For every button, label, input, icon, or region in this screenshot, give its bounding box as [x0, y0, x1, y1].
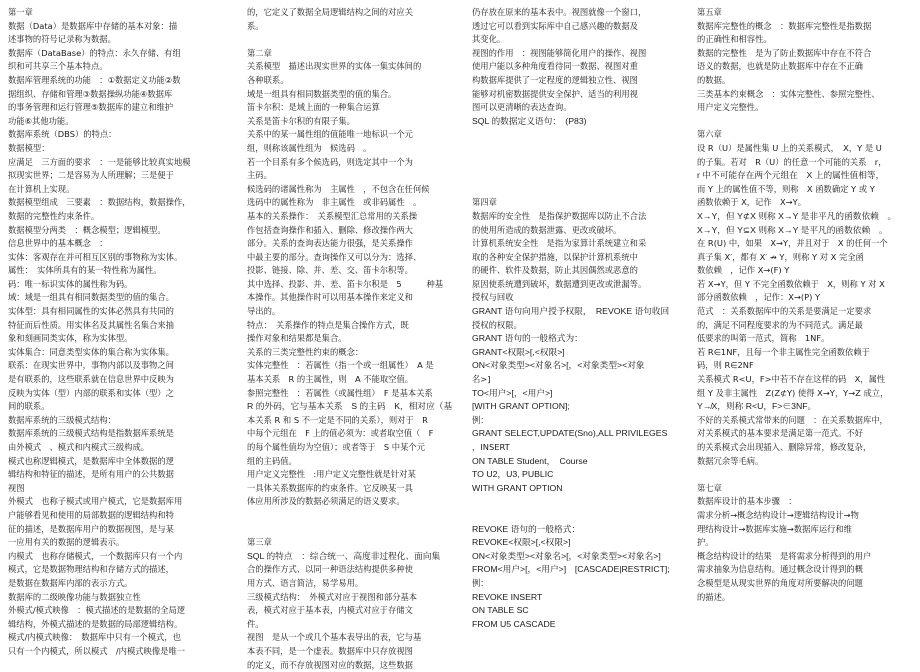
- text-line: 取的各种安全保护措施，以保护计算机系统中: [472, 251, 694, 265]
- text-line: 数据库系统的三级模式结构是指数据库系统是: [8, 427, 230, 441]
- text-line: 的每个属性值均为空值）；或者等于 S 中某个元: [247, 441, 469, 455]
- text-line: 例：: [472, 577, 694, 591]
- text-line: 数据模型：: [8, 142, 230, 156]
- text-line: 的，满足不同程度要求的为不同范式。满足最: [697, 319, 919, 333]
- text-line: SQL 的数据定义语句： (P83): [472, 115, 694, 129]
- text-line: 各种联系。: [247, 74, 469, 88]
- text-line: ON<对象类型><对象名>[，<对象类型><对象: [472, 359, 694, 373]
- text-line: 笛卡尔积：是域上面的一种集合运算: [247, 101, 469, 115]
- text-line: X→Y，但 Y⊄X 则称 X→Y 是非平凡的函数依赖 。: [697, 210, 919, 224]
- text-line: 真子集 X′，都有 X′ ↛ Y，则称 Y 对 X 完全函: [697, 251, 919, 265]
- text-line: 计算机系统安全性 是指为家算计系统建立和采: [472, 237, 694, 251]
- text-line: GRANT 语句的一般格式为：: [472, 332, 694, 346]
- text-line: 关系模式 R<U，F>中若不存在这样的码 X，属性: [697, 373, 919, 387]
- text-line: 组，则称该属性组为 候选码 。: [247, 142, 469, 156]
- text-line: 中最主要的部分。查询操作又可以分为：选择、: [247, 251, 469, 265]
- text-line: 选码中的属性称为 非主属性 或非码属性 。: [247, 196, 469, 210]
- text-line: 表，模式对应于基本表，内模式对应于存储文: [247, 604, 469, 618]
- text-line: 图可以更清晰的表达查询。: [472, 101, 694, 115]
- text-line: 念模型是从现实世界的角度对所要解决的问题: [697, 577, 919, 591]
- text-line: WITH GRANT OPTION: [472, 482, 694, 496]
- text-line: 对关系模式的基本要求是满足第一范式。不好: [697, 427, 919, 441]
- text-line: 辑结构和特征的描述，是所有用户的公共数据: [8, 468, 230, 482]
- text-column-3: [472, 6, 694, 651]
- text-line: 用户定义完整性。: [697, 101, 919, 115]
- text-line: 若一个目系有多个候选码，则选定其中一个为: [247, 156, 469, 170]
- text-line: 数据的完整性 是为了防止数据库中存在不符合: [697, 47, 919, 61]
- text-line: 授权与回收: [472, 291, 694, 305]
- text-line: 的硬件、软件及数据，防止其因偶然或恶意的: [472, 264, 694, 278]
- text-line: 系。: [247, 20, 469, 34]
- text-line: 间的联系。: [8, 400, 230, 414]
- text-line: 关系的三类完整性约束的概念：: [247, 346, 469, 360]
- text-line: 的事务管理和运行管理⑤数据库的建立和维护: [8, 101, 230, 115]
- text-line: 实体：客观存在并可相互区别的事物称为实体。: [8, 251, 230, 265]
- text-line: 的关系模式会出现插入、删除异常，修改复杂，: [697, 441, 919, 455]
- text-line: 织和可共享三个基本特点。: [8, 60, 230, 74]
- text-line: 码，则 R∈2NF: [697, 359, 919, 373]
- text-line: [472, 495, 694, 509]
- text-line: ON TABLE SC: [472, 604, 694, 618]
- text-line: GRANT<权限>[,<权限>]: [472, 346, 694, 360]
- text-line: 第二章: [247, 47, 469, 61]
- text-line: 第六章: [697, 128, 919, 142]
- text-line: 实体集合：同意类型实体的集合称为实体集。: [8, 346, 230, 360]
- text-line: 数据库系统的三级模式结构：: [8, 414, 230, 428]
- text-line: 部分。关系的查询表达能力很强，是关系操作: [247, 237, 469, 251]
- text-line: r 中不可能存在两个元组在 X 上的属性值相等，: [697, 169, 919, 183]
- text-line: 导出的。: [247, 305, 469, 319]
- text-line: ON<对象类型><对象名>[，<对象类型><对象名>]: [472, 550, 694, 564]
- text-line: 需求分析→概念结构设计→逻辑结构设计→物: [697, 509, 919, 523]
- text-line: 的描述。: [697, 591, 919, 605]
- text-line: 据组织、存储和管理③数据操纵功能④数据库: [8, 88, 230, 102]
- text-line: 信息世界中的基本概念 ：: [8, 237, 230, 251]
- text-line: 的定义，而不存放视图对应的数据，这些数据: [247, 659, 469, 672]
- text-line: 辑结构，外模式描述的是数据的局部逻辑结构。: [8, 618, 230, 632]
- text-line: 域是一组具有相同数据类型的值的集合。: [247, 88, 469, 102]
- text-line: 第一章: [8, 6, 230, 20]
- text-line: 组的主码值。: [247, 455, 469, 469]
- text-line: 拟现实世界；二是容易为人所理解；三是便于: [8, 169, 230, 183]
- text-line: 象和刻画同类实体，称为实体型。: [8, 332, 230, 346]
- text-line: 数据模型组成 三要素 ：数据结构，数据操作，: [8, 196, 230, 210]
- text-line: TO<用户>[，<用户>]: [472, 387, 694, 401]
- text-line: 构数据库提供了一定程度的逻辑独立性、视图: [472, 74, 694, 88]
- text-line: 三类基本约束概念 ：实体完整性、参照完整性、: [697, 88, 919, 102]
- text-line: FROM<用户>[，<用户>] [CASCADE|RESTRICT];: [472, 563, 694, 577]
- text-line: 数据库的安全性 是指保护数据库以防止不合法: [472, 210, 694, 224]
- text-line: 关系模型 描述出现实世界的实体一集实体间的: [247, 60, 469, 74]
- text-line: 由外模式 、模式和内模式三级构成。: [8, 441, 230, 455]
- text-line: 使用户能以多种角度看待同一数据、视图对重: [472, 60, 694, 74]
- text-line: 是数据在数据库内部的表示方式。: [8, 577, 230, 591]
- text-line: 体应用所涉及的数据必须满足的语义要求。: [247, 495, 469, 509]
- text-line: 功能⑥其他功能。: [8, 115, 230, 129]
- text-line: GRANT 语句向用户授予权限， REVOKE 语句收回: [472, 305, 694, 319]
- text-line: 数据库的二级映像功能与数据独立性: [8, 591, 230, 605]
- text-line: 数据库完整性的概念 ：数据库完整性是指数据: [697, 20, 919, 34]
- text-line: 理结构设计→数据库实施→数据库运行和维: [697, 523, 919, 537]
- text-line: 应满足 三方面的要求 ：一是能够比较真实地模: [8, 156, 230, 170]
- text-line: 例：: [472, 414, 694, 428]
- text-line: 函数依赖于 X，记作 X→Y。: [697, 196, 919, 210]
- text-line: [WITH GRANT OPTION];: [472, 400, 694, 414]
- text-line: 设 R（U）是属性集 U 上的关系模式， X，Y 是 U: [697, 142, 919, 156]
- text-line: R 的外码，它与基本关系 S 的主码 K，相对应（基: [247, 400, 469, 414]
- text-line: [697, 115, 919, 129]
- text-line: 三级模式结构： 外模式对应于视图和部分基本: [247, 591, 469, 605]
- text-line: 一应用有关的数据的逻辑表示。: [8, 536, 230, 550]
- text-line: 在 R(U) 中，如果 X→Y，并且对于 X 的任何一个: [697, 237, 919, 251]
- text-line: 本表不同，是一个虚表。数据库中只存放视图: [247, 645, 469, 659]
- text-line: 其变化。: [472, 33, 694, 47]
- text-line: 属性： 实体所具有的某一特性称为属性。: [8, 264, 230, 278]
- text-line: 第三章: [247, 536, 469, 550]
- text-line: 数据冗余等毛病。: [697, 455, 919, 469]
- text-line: 的使用所造成的数据泄露、更改或破坏。: [472, 224, 694, 238]
- text-line: 操作对象和结果都是集合。: [247, 332, 469, 346]
- text-line: X→Y，但 Y⊆X 则称 X→Y 是平凡的函数依赖 。: [697, 224, 919, 238]
- text-line: 透过它可以看到实际库中自己感兴趣的数据及: [472, 20, 694, 34]
- text-line: 视图的作用 ：视图能够简化用户的操作、视图: [472, 47, 694, 61]
- text-line: [472, 142, 694, 156]
- text-line: 数据库系统（DBS）的特点：: [8, 128, 230, 142]
- text-line: 护。: [697, 536, 919, 550]
- text-line: 在计算机上实现。: [8, 183, 230, 197]
- text-line: 需求抽象为信息结构。通过概念设计得到的概: [697, 563, 919, 577]
- text-line: 数据的完整性约束条件。: [8, 210, 230, 224]
- text-line: 域：域是一组具有相同数据类型的值的集合。: [8, 291, 230, 305]
- text-line: 原因使系统遭到破坏，数据遭到更改或泄漏等。: [472, 278, 694, 292]
- text-line: 数据模型分两类 ：概念模型；逻辑模型。: [8, 224, 230, 238]
- text-line: 数据库（DataBase）的特点：永久存储、有组: [8, 47, 230, 61]
- text-line: 合的操作方式、以同一种语法结构提供多种使: [247, 563, 469, 577]
- text-line: 组 Y 及非主属性 Z(Z⊄Y) 使得 X→Y，Y→Z 成立，: [697, 387, 919, 401]
- text-line: 述事物的符号记录称为数据。: [8, 33, 230, 47]
- text-line: REVOKE<权限>[,<权限>]: [472, 536, 694, 550]
- text-column-2: [247, 6, 469, 651]
- text-line: 中每个元组在 F 上的值必须为：或者取空值（ F: [247, 427, 469, 441]
- text-line: 反映为实体（型）内部的联系和实体（型）之: [8, 387, 230, 401]
- text-line: 的数据。: [697, 74, 919, 88]
- text-column-4: [697, 6, 919, 651]
- text-line: 能够对机密数据提供安全保护、适当的利用视: [472, 88, 694, 102]
- text-line: 模式，它是数据物理结构和存储方式的描述，: [8, 563, 230, 577]
- text-line: GRANT SELECT,UPDATE(Sno),ALL PRIVILEGES: [472, 427, 694, 441]
- text-line: 是有联系的，这些联系就在信息世界中反映为: [8, 373, 230, 387]
- text-column-1: [8, 6, 230, 651]
- text-line: [472, 169, 694, 183]
- text-line: 概念结构设计的结果 是将需求分析得到的用户: [697, 550, 919, 564]
- text-line: 的子集。若对 R（U）的任意一个可能的关系 r，: [697, 156, 919, 170]
- text-line: 基本关系 R 的主属性，则 A 不能取空值。: [247, 373, 469, 387]
- text-line: 授权的权限。: [472, 319, 694, 333]
- text-line: 候选码的诸属性称为 主属性 ，不包含在任何候: [247, 183, 469, 197]
- text-line: 范式 ：关系数据库中的关系是要满足一定要求: [697, 305, 919, 319]
- text-line: 只有一个内模式，所以模式 /内模式映像是唯一: [8, 645, 230, 659]
- text-line: 参照完整性 ：若属性（或属性组） F 是基本关系: [247, 387, 469, 401]
- text-line: 关系中的某一属性组的值能唯一地标识一个元: [247, 128, 469, 142]
- text-line: 的正确性和相容性。: [697, 33, 919, 47]
- text-line: 若 R∈1NF，且每一个非主属性完全函数依赖于: [697, 346, 919, 360]
- text-line: 其中选择、投影、并、差、笛卡尔积是 5 种基: [247, 278, 469, 292]
- text-line: 的，它定义了数据全局逻辑结构之间的对应关: [247, 6, 469, 20]
- text-line: 数依赖 ，记作 X→(F) Y: [697, 264, 919, 278]
- text-line: 基本的关系操作： 关系模型汇总常用的关系操: [247, 210, 469, 224]
- text-line: 数据库管理系统的功能 ：①数据定义功能②数: [8, 74, 230, 88]
- text-line: [247, 33, 469, 47]
- text-line: 不好的关系模式常带来的问题 ：在关系数据库中，: [697, 414, 919, 428]
- text-line: 若 X→Y，但 Y 不完全函数依赖于 X，则称 Y 对 X: [697, 278, 919, 292]
- text-line: 本关系 R 和 S 不一定是不同的关系），则对于 R: [247, 414, 469, 428]
- text-line: ON TABLE Student， Course: [472, 455, 694, 469]
- text-line: [247, 509, 469, 523]
- text-line: 部分函数依赖 ，记作：X→(P) Y: [697, 291, 919, 305]
- text-line: SQL 的特点 ：综合统一、高度非过程化、面向集: [247, 550, 469, 564]
- text-line: 第四章: [472, 196, 694, 210]
- text-line: 特征而后性质。用实体名及其属性名集合来抽: [8, 319, 230, 333]
- text-line: 数据库设计的基本步骤 ：: [697, 495, 919, 509]
- text-line: ，INSERT: [472, 441, 694, 455]
- text-line: 外模式/模式映像 ：模式描述的是数据的全局逻: [8, 604, 230, 618]
- text-line: 第五章: [697, 6, 919, 20]
- text-line: 仍存放在原来的基本表中。视图就像一个窗口，: [472, 6, 694, 20]
- text-line: 数据（Data）是数据库中存储的基本对象：描: [8, 20, 230, 34]
- text-line: [472, 128, 694, 142]
- text-line: [472, 183, 694, 197]
- text-line: [697, 468, 919, 482]
- text-line: 模式也称逻辑模式，是数据库中全体数据的逻: [8, 455, 230, 469]
- text-line: 外模式 也称子模式或用户模式，它是数据库用: [8, 495, 230, 509]
- text-line: 本操作。其他操作时可以用基本操作来定义和: [247, 291, 469, 305]
- text-line: [472, 509, 694, 523]
- text-line: 投影、链接、除、并、差、交、笛卡尔积等。: [247, 264, 469, 278]
- text-line: 实体型：具有相同属性的实体必然具有共同的: [8, 305, 230, 319]
- text-line: 第七章: [697, 482, 919, 496]
- text-line: 内模式 也称存储模式，一个数据库只有一个内: [8, 550, 230, 564]
- text-line: 用户定义完整性 :用户定义完整性就是针对某: [247, 468, 469, 482]
- text-line: 关系是笛卡尔积的有限子集。: [247, 115, 469, 129]
- text-line: Y↛X，则称 R<U，F>∈3NF。: [697, 400, 919, 414]
- text-line: [472, 156, 694, 170]
- text-line: 件。: [247, 618, 469, 632]
- text-line: 模式/内模式映像： 数据库中只有一个模式，也: [8, 631, 230, 645]
- text-line: 征的描述，是数据库用户的数据视图，是与某: [8, 523, 230, 537]
- text-line: TO U2，U3, PUBLIC: [472, 468, 694, 482]
- text-line: 用方式、语言简洁，易学易用。: [247, 577, 469, 591]
- text-line: 视图 是从一个或几个基本表导出的表，它与基: [247, 631, 469, 645]
- text-line: 码：唯一标识实体的属性称为码。: [8, 278, 230, 292]
- text-line: 名>]: [472, 373, 694, 387]
- text-line: 视图: [8, 482, 230, 496]
- text-line: 一具体关系数据库的约束条件。它反映某一具: [247, 482, 469, 496]
- text-line: 而 Y 上的属性值不等，则称 X 函数确定 Y 或 Y: [697, 183, 919, 197]
- text-line: REVOKE INSERT: [472, 591, 694, 605]
- text-line: 低要求的叫第一范式，简称 1NF。: [697, 332, 919, 346]
- text-line: 实体完整性 ：若属性（指一个或一组属性） A 是: [247, 359, 469, 373]
- text-line: 语义的数据，也就是防止数据库中存在不正确: [697, 60, 919, 74]
- text-line: REVOKE 语句的一般格式：: [472, 523, 694, 537]
- text-line: 主码。: [247, 169, 469, 183]
- text-line: FROM U5 CASCADE: [472, 618, 694, 632]
- text-line: 联系：在现实世界中，事物内部以及事物之间: [8, 359, 230, 373]
- text-line: 特点： 关系操作的特点是集合操作方式，既: [247, 319, 469, 333]
- text-line: [247, 523, 469, 537]
- text-line: 作包括查询操作和插入、删除、修改操作两大: [247, 224, 469, 238]
- text-line: 户能够看见和使用的局部数据的逻辑结构和特: [8, 509, 230, 523]
